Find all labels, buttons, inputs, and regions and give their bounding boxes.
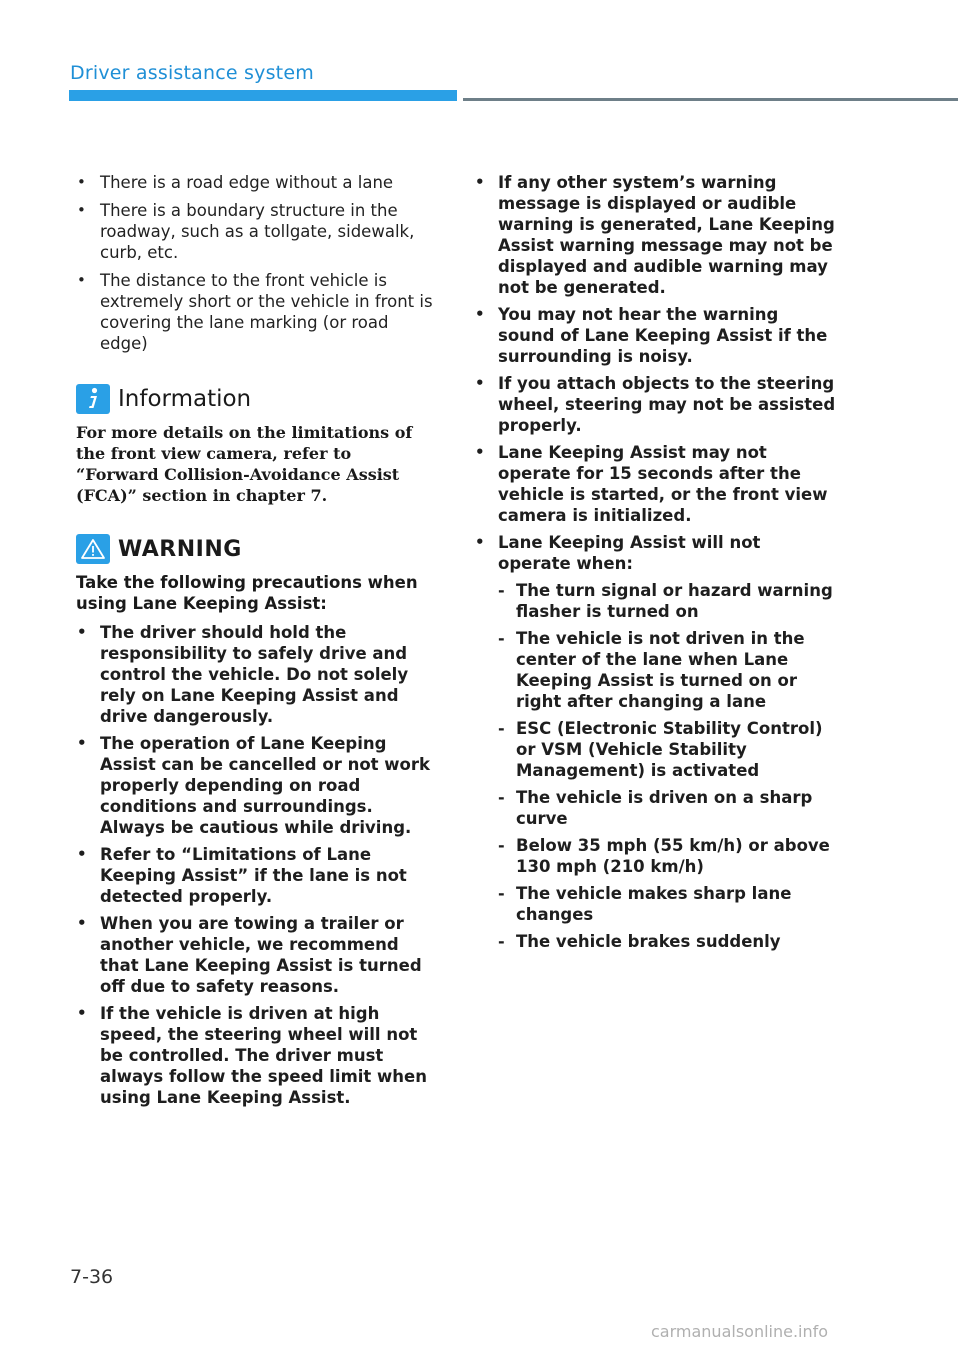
- list-item: • The operation of Lane Keeping Assist can be cancelled or not work properly depending on road conditions and surroundings. Always be cautious while driving.: [76, 733, 438, 838]
- sub-list-item: - Below 35 mph (55 km/h) or above 130 mph (210 km/h): [474, 835, 836, 877]
- information-body: For more details on the limitations of the front view camera, refer to “Forward Collision-Avoidance Assist (FCA)” section in chapter 7.: [76, 423, 413, 505]
- limitation-list: [76, 172, 438, 354]
- list-item: • There is a road edge without a lane: [76, 172, 438, 193]
- sub-list-item: - The vehicle is not driven in the center of the lane when Lane Keeping Assist is turned on or right after changing a lane: [474, 628, 836, 712]
- warning-icon: [76, 534, 110, 564]
- condition-list: [474, 580, 836, 952]
- list-item: • Refer to “Limitations of Lane Keeping Assist” if the lane is not detected properly.: [76, 844, 438, 907]
- information-heading: [76, 384, 438, 414]
- left-column: [76, 172, 438, 1114]
- page-number: 7-36: [70, 1266, 114, 1288]
- list-item: • You may not hear the warning sound of Lane Keeping Assist if the surrounding is noisy.: [474, 304, 836, 367]
- section-title: Driver assistance system: [70, 62, 314, 84]
- list-item: • The driver should hold the responsibility to safely drive and control the vehicle. Do not solely rely on Lane Keeping Assist and drive dangerously.: [76, 622, 438, 727]
- list-item: • If any other system’s warning message is displayed or audible warning is generated, Lane Keeping Assist warning message may not be displayed and audible warning may not be generated.: [474, 172, 836, 298]
- list-item: • When you are towing a trailer or another vehicle, we recommend that Lane Keeping Assist is turned off due to safety reasons.: [76, 913, 438, 997]
- precaution-list: [474, 172, 836, 952]
- list-item: • There is a boundary structure in the roadway, such as a tollgate, sidewalk, curb, etc.: [76, 200, 438, 263]
- list-item: • If the vehicle is driven at high speed, the steering wheel will not be controlled. The driver must always follow the speed limit when using Lane Keeping Assist.: [76, 1003, 438, 1108]
- list-item-text: Lane Keeping Assist will not operate when:: [498, 533, 761, 573]
- list-item: • Lane Keeping Assist may not operate for 15 seconds after the vehicle is started, or the front view camera is initialized.: [474, 442, 836, 526]
- header-rule: [463, 98, 958, 101]
- header-rule-accent: [69, 90, 457, 101]
- warning-heading: [76, 534, 438, 564]
- warning-title: WARNING: [118, 536, 242, 562]
- list-item: [474, 532, 836, 952]
- warning-list: [76, 622, 438, 1108]
- information-title: Information: [118, 386, 252, 412]
- list-item: • The distance to the front vehicle is extremely short or the vehicle in front is covering the lane marking (or road edge): [76, 270, 438, 354]
- sub-list-item: - The vehicle makes sharp lane changes: [474, 883, 836, 925]
- list-item: • If you attach objects to the steering wheel, steering may not be assisted properly.: [474, 373, 836, 436]
- info-icon: [76, 384, 110, 414]
- sub-list-item: - ESC (Electronic Stability Control) or VSM (Vehicle Stability Management) is activated: [474, 718, 836, 781]
- warning-intro: Take the following precautions when using Lane Keeping Assist:: [76, 573, 418, 613]
- sub-list-item: - The vehicle brakes suddenly: [474, 931, 836, 952]
- sub-list-item: - The turn signal or hazard warning flasher is turned on: [474, 580, 836, 622]
- sub-list-item: - The vehicle is driven on a sharp curve: [474, 787, 836, 829]
- right-column: [474, 172, 836, 958]
- watermark: carmanualsonline.info: [651, 1322, 829, 1341]
